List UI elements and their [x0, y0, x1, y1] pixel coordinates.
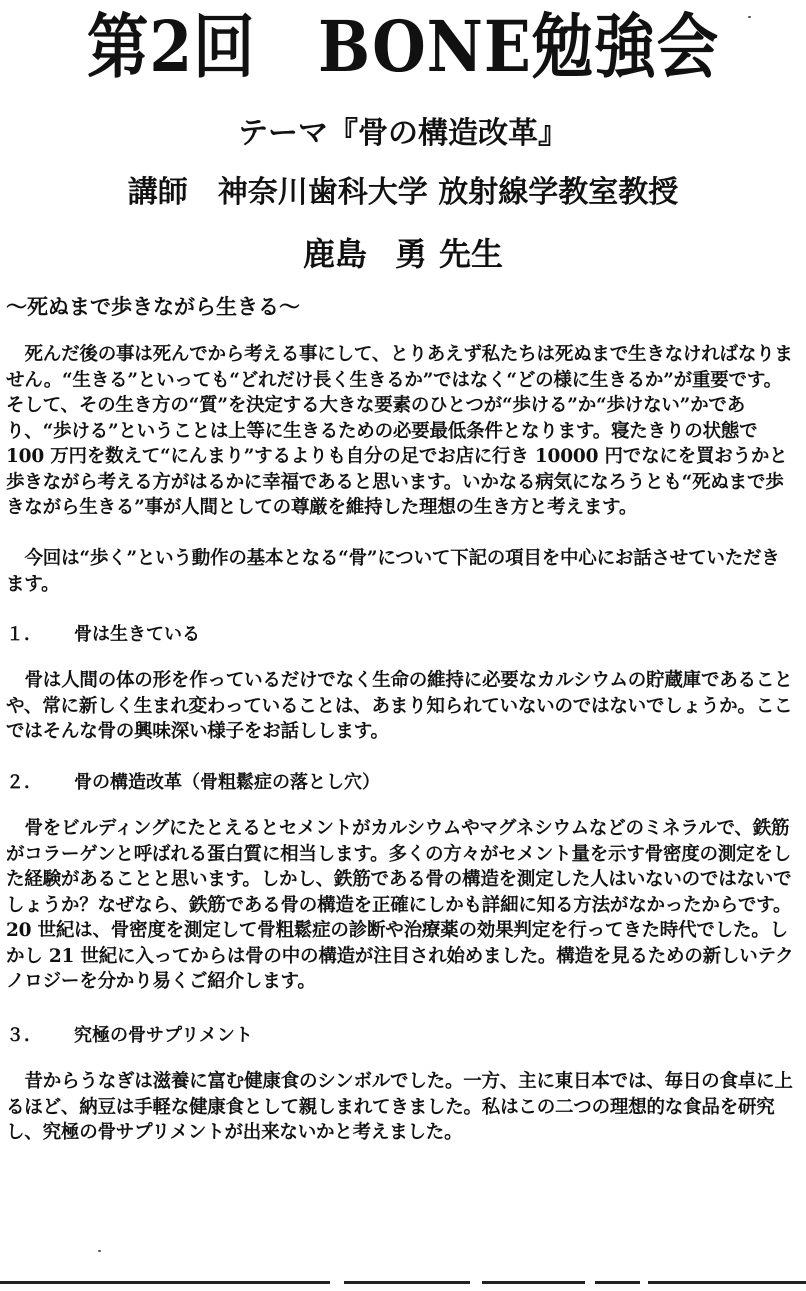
section-number: ３．: [6, 1025, 42, 1046]
page-title: 第2回 BONE勉強会: [86, 5, 720, 88]
lecturer-affiliation: 神奈川歯科大学 放射線学教室教授: [217, 175, 679, 210]
intro-paragraph-2: 今回は“歩く”という動作の基本となる“骨”について下記の項目を中心にお話させていただきます。: [6, 548, 780, 595]
section-title: 骨の構造改革（骨粗鬆症の落とし穴）: [74, 772, 380, 793]
section-number: １．: [6, 624, 42, 645]
lecturer-label: 講師: [127, 175, 188, 210]
section-body-3: 昔からうなぎは滋養に富む健康食のシンボルでした。一方、主に東日本では、毎日の食卓に上るほど、納豆は手軽な健康食として親しまれてきました。私はこの二つの理想的な食品を研究し、究極の骨サプリメントが出来ないかと考えました。: [6, 1071, 793, 1143]
speaker-name: [0, 233, 806, 275]
footer-rule: [0, 1281, 806, 1284]
scan-speck: [98, 1250, 101, 1252]
speaker-surname: 鹿島: [302, 235, 367, 273]
section-title: 骨は生きている: [74, 624, 200, 645]
theme-line: テーマ『骨の構造改革』: [238, 116, 568, 151]
section-heading-1: [6, 622, 200, 648]
speaker-given-name: 勇: [394, 235, 427, 273]
section-body-2: 骨をビルディングにたとえるとセメントがカルシウムやマグネシウムなどのミネラルで、鉄筋がコラーゲンと呼ばれる蛋白質に相当します。多くの方々がセメント量を示す骨密度の測定をした経験があることと思います。しかし、鉄筋である骨の構造を測定した人はいないのではないでしょうか？なぜなら、鉄筋である骨の構造を正確にしかも詳細に知る方法がなかったからです。20 世紀は、骨密度を測定して骨粗鬆症の診断や治療薬の効果判定を行ってきた時代でした。しかし 21 世紀に入ってからは骨の中の構造が注目され始めました。構造を見るための新しいテクノロジーを分かり易くご紹介します。: [6, 818, 794, 992]
section-title: 究極の骨サプリメント: [74, 1025, 253, 1046]
intro-paragraph-1: 死んだ後の事は死んでから考える事にして、とりあえず私たちは死ぬまで生きなければなりません。“生きる”といっても“どれだけ長く生きるか”ではなく“どの様に生きるか”が重要です。そして、その生き方の“質”を決定する大きな要素のひとつが“歩ける”か“歩けない”かであり、“歩ける”ということは上等に生きるための必要最低条件となります。寝たきりの状態で 100 万円を数えて“にんまり”するよりも自分の足でお店に行き 10000 円でなにを買おうかと歩きながら考える方がはるかに幸福であると思います。いかなる病気になろうとも“死ぬまで歩きながら生きる”事が人間としての尊厳を維持した理想の生き方と考えます。: [6, 344, 793, 518]
scan-speck: [748, 16, 751, 18]
lecturer-line: [0, 173, 806, 213]
section-heading-2: [6, 770, 380, 796]
section-heading-3: [6, 1023, 253, 1049]
section-body-1: 骨は人間の体の形を作っているだけでなく生命の維持に必要なカルシウムの貯蔵庫であることや、常に新しく生まれ変わっていることは、あまり知られていないのではないでしょうか。ここではそんな骨の興味深い様子をお話しします。: [6, 670, 793, 742]
speaker-honorific: 先生: [439, 235, 504, 273]
section-number: ２．: [6, 772, 42, 793]
subtitle: ～死ぬまで歩きながら生きる～: [6, 294, 300, 319]
